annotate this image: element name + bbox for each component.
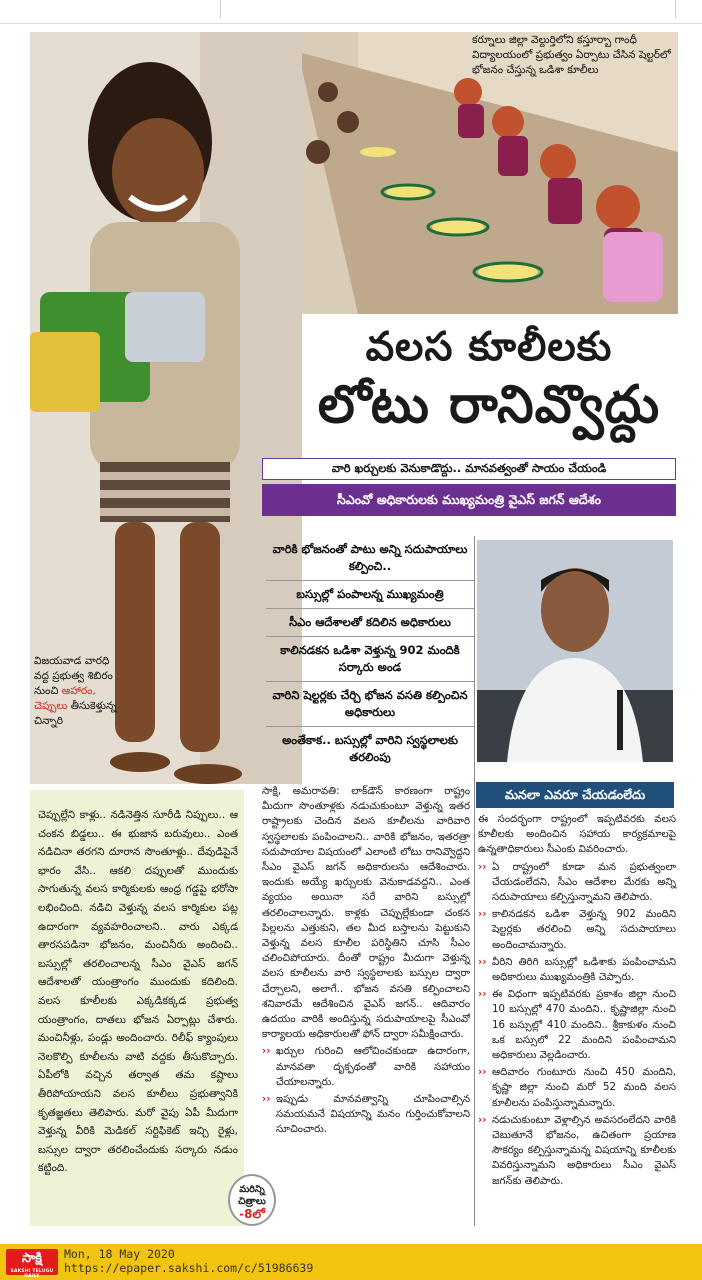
highlight-item: వారికి భోజనంతో పాటు అన్ని సదుపాయాలు కల్పించి.. bbox=[266, 536, 474, 581]
left-column-text: చెప్పుల్లేని కాళ్లు.. నడినెత్తిన సూరీడి నిప్పులు.. ఆ చంకన బిడ్డలు.. ఈ భుజాన బరువులు.. ఎంత నడిచినా తరగని దూరాన సొంతూళ్లు.. దేవుడిపైనే భారం వేసి.. ఆకలి దప్పులతో ముందుకు సాగుతున్న వలస కార్మికులకు ఆంధ్ర గడ్డపై భరోసా లభించింది. నడిచి వెళ్తున్న వలస కార్మికుల పట్ల ఉదారంగా వ్యవహరించాలని.. వారు ఎక్కడ తారసపడినా భోజనం, మంచినీరు అందించి.. బస్సుల్లో తరలించాలన్న సీఎం వైఎస్‌ జగన్‌ ఆదేశాలతో యంత్రాంగం ముందుకు కదిలింది. వలస కూలీలకు ఎక్కడికక్కడ ప్రభుత్వ యంత్రాంగం, దాతలు భోజన ఏర్పాట్లు చేశారు. మంచినీళ్లు, పండ్లు అందించారు. రిలీఫ్‌ క్యాంపులు నెలకొల్పి కూలీలను వాటి వద్దకు తీసుకొచ్చారు. ఏపీలోకి వచ్చిన తర్వాత తమ కష్టాలు తీరిపోయాయని వలస కూలీలు ప్రభుత్వానికి కృతజ్ఞతలు తెలిపారు. మరో వైపు ఏపీ మీదుగా వెళ్తున్న వీరికి మెడికల్‌ సర్టిఫికెట్‌ ఇచ్చి రైళ్లు, బస్సుల ద్వారా తరలించేందుకు సర్కారు నడుం కట్టింది. bbox=[38, 809, 238, 1175]
right-column-bullet: ›› కాలినడకన ఒడిశా వెళ్తున్న 902 మందిని షెల్టర్లకు తరలించి అన్ని సదుపాయాలు అందించామన్నారు. bbox=[478, 907, 676, 953]
highlights-box bbox=[266, 536, 474, 771]
edition-date: Mon, 18 May 2020 bbox=[64, 1247, 175, 1261]
more-badge-line-3: -8లో bbox=[239, 1207, 265, 1221]
girl-caption-part-1: విజయవాడ వారధి వద్ద ప్రభుత్వ శిబిరం నుంచి bbox=[34, 655, 113, 697]
girl-caption-highlight: ఆహారం, చెప్పులు bbox=[34, 685, 96, 712]
section-title: మనలా ఎవరూ చేయడంలేదు bbox=[476, 782, 674, 808]
middle-column-bullet: ›› ఇప్పుడు మానవత్వాన్ని చూపించాల్సిన సమయమనే విషయాన్ని మనం గుర్తించుకోవాలని సూచించారు. bbox=[262, 1092, 470, 1138]
headline bbox=[300, 322, 678, 438]
highlight-item: సీఎం ఆదేశాలతో కదిలిన అధికారులు bbox=[266, 609, 474, 637]
right-column-bullet: ›› ఈ విధంగా ఇప్పటివరకు ప్రకాశం జిల్లా నుంచి 10 బస్సుల్లో 470 మందిని.. కృష్ణాజిల్లా నుంచి 16 బస్సుల్లో 410 మందిని.. శ్రీకాకుళం నుంచి ఒక బస్సులో 22 మందిని పంపించామని అధికారులు వెల్లడించారు. bbox=[478, 987, 676, 1063]
column-divider bbox=[474, 536, 475, 1226]
epaper-url-link[interactable]: https://epaper.sakshi.com/c/51986639 bbox=[64, 1261, 314, 1275]
cm-photo-illustration bbox=[477, 540, 673, 762]
sakshi-logo bbox=[6, 1249, 58, 1279]
headline-line-1: వలస కూలీలకు bbox=[365, 324, 613, 370]
deck-line-1: వారి ఖర్చులకు వెనుకాడొద్దు.. మానవత్వంతో సాయం చేయండి bbox=[262, 458, 676, 480]
left-column-box bbox=[30, 790, 244, 1226]
top-strip bbox=[0, 0, 702, 24]
deck-line-2: సీఎంవో అధికారులకు ముఖ్యమంత్రి వైఎస్‌ జగన్‌ ఆదేశం bbox=[262, 484, 676, 516]
girl-photo-caption bbox=[34, 654, 124, 729]
right-column-bullet: ›› ఏ రాష్ట్రంలో కూడా మన ప్రభుత్వంలా చేయడంలేదని, సీఎం ఆదేశాల మేరకు అన్ని సదుపాయాలు కల్పిస్తున్నామని తెలిపారు. bbox=[478, 860, 676, 906]
highlight-item: వారిని షెల్టర్లకు చేర్చి భోజన వసతి కల్పించిన అధికారులు bbox=[266, 682, 474, 727]
girl-caption-part-2: తీసుకెళ్తున్న చిన్నారి bbox=[34, 700, 117, 727]
more-badge-line-1: మరిన్ని bbox=[239, 1184, 265, 1195]
headline-line-2: లోటు రానివ్వొద్దు bbox=[317, 375, 661, 435]
meal-photo-caption: కర్నూలు జిల్లా వెల్దుర్తిలోని కస్తూర్బా గాంధీ విద్యాలయంలో ప్రభుత్వం ఏర్పాటు చేసిన షెల్టర్‌లో భోజనం చేస్తున్న ఒడిశా కూలీలు bbox=[472, 34, 671, 76]
right-column bbox=[478, 812, 676, 1191]
right-column-paragraph: ఈ సందర్భంగా రాష్ట్రంలో ఇప్పటివరకు వలస కూలీలకు అందించిన సహాయ కార్యక్రమాలపై ఉన్నతాధికారులు సీఎంకు వివరించారు. bbox=[478, 814, 676, 856]
logo-text: సాక్షి bbox=[21, 1251, 43, 1266]
more-badge-line-2: చిత్రాలు bbox=[238, 1196, 266, 1207]
highlight-item: అంతేకాక.. బస్సుల్లో వారిని స్వస్థలాలకు తరలింపు bbox=[282, 733, 458, 764]
chief-minister-photo bbox=[477, 540, 673, 762]
more-photos-badge bbox=[228, 1174, 276, 1226]
middle-column-bullet: ›› ఖర్చుల గురించి ఆలోచించకుండా ఉదారంగా, మానవతా దృక్పథంతో వారికి సహాయం చేయాలన్నారు. bbox=[262, 1044, 470, 1090]
right-column-bullet: ›› వీరిని తిరిగి బస్సుల్లో ఒడిశాకు పంపించామని అధికారులు ముఖ్యమంత్రికి చెప్పారు. bbox=[478, 955, 676, 985]
highlight-item: కాలినడకన ఒడిశా వెళ్తున్న 902 మందికి సర్కారు అండ bbox=[266, 637, 474, 682]
logo-subtext: SAKSHI TELUGU DAILY bbox=[10, 1269, 54, 1279]
right-column-bullet: ›› నడుచుకుంటూ వెళ్లాల్సిన అవసరంలేదని వారికి చెబుతూనే భోజనం, ఉచితంగా ప్రయాణ సౌకర్యం కల్పిస్తున్నామన్న విషయాన్ని కూలీలకు వివరిస్తున్నామని అధికారులు సీఎం వైఎస్‌ జగన్‌కు తెలిపారు. bbox=[478, 1113, 676, 1189]
highlight-item: బస్సుల్లో పంపాలన్న ముఖ్యమంత్రి bbox=[266, 581, 474, 609]
middle-column-paragraph: సాక్షి, అమరావతి: లాక్‌డౌన్‌ కారణంగా రాష్ట్రం మీదుగా సొంతూళ్లకు నడుచుకుంటూ వెళ్తున్న ఇతర రాష్ట్రాలకు చెందిన వలస కూలీలను వారివారి స్వస్థలాలకు పంపించాలని.. వారికి భోజనం, ఇతరత్రా సదుపాయాల విషయంలో ఎలాంటి లోటు రానివ్వొద్దని సీఎం వైఎస్‌ జగన్‌ అధికారులను ఆదేశించారు. ఇందుకు అయ్యే ఖర్చులకు వెనుకాడవద్దని.. ఎంత వ్యయం అయినా సరే వారిని బస్సుల్లో తరలించాలన్నారు. కాళ్లకు చెప్పుల్లేకుండా చంకన పిల్లలను ఎత్తుకుని, తల మీద బస్తాలను పెట్టుకుని వెళ్తున్న వలస కూలీల పరిస్థితిని చూసి సీఎం చలించిపోయారు. దీంతో రాష్ట్రం మీదుగా వెళ్తున్న వలస కూలీలను వారి స్వస్థలాలకు బస్సుల ద్వారా చేర్చాలని, అలాగే.. భోజన వసతి కల్పించాలని శనివారమే ఆదేశించిన వైఎస్‌ జగన్‌.. ఆదివారం ఉదయం వారికి అందిస్తున్న సదుపాయాలపై సీఎంవో కార్యాలయ అధికారులతో ఫోన్‌ ద్వారా సమీక్షించారు. bbox=[262, 786, 470, 1041]
middle-column bbox=[262, 784, 470, 1140]
right-column-bullet: ›› ఆదివారం గుంటూరు నుంచి 450 మందిని, కృష్ణా జిల్లా నుంచి మరో 52 మంది వలస కూలీలను పంపిస్తున్నామన్నారు. bbox=[478, 1065, 676, 1111]
